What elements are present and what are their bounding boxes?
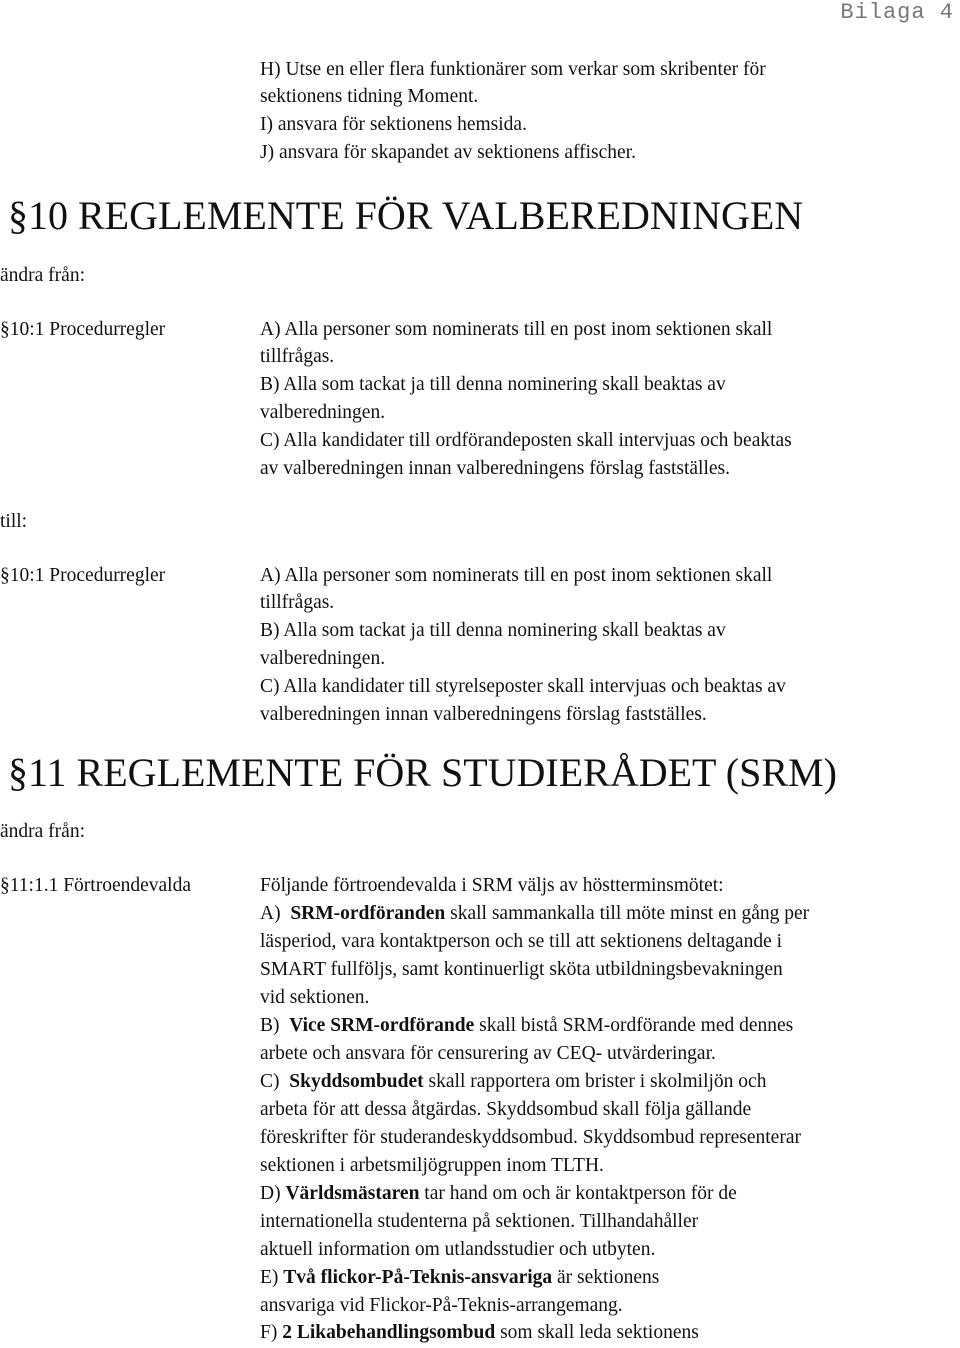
- item-a-line: SMART fullföljs, samt kontinuerligt sköta utbildningsbevakningen: [260, 959, 783, 980]
- to-line: valberedningen innan valberedningens förslag fastställes.: [260, 704, 707, 725]
- item-a-text: skall sammankalla till möte minst en gång per: [450, 903, 810, 924]
- section-11-intro: Följande förtroendevalda i SRM väljs av höstterminsmötet:: [260, 875, 724, 896]
- from-line: A) Alla personer som nominerats till en post inom sektionen skall: [260, 319, 773, 340]
- item-b-text: skall bistå SRM-ordförande med dennes: [479, 1015, 794, 1036]
- item-e-first-line: [260, 1264, 659, 1292]
- item-c-line: arbeta för att dessa åtgärdas. Skyddsombud skall följa gällande: [260, 1099, 752, 1120]
- item-f-text: som skall leda sektionens: [500, 1322, 699, 1343]
- item-c-line: föreskrifter för studerandeskyddsombud. Skyddsombud representerar: [260, 1127, 801, 1148]
- item-f-prefix: F): [260, 1322, 278, 1343]
- item-d-prefix: D): [260, 1183, 281, 1204]
- rule-10-1-from: §10:1 Procedurregler: [0, 319, 166, 340]
- item-b-first-line: [260, 1012, 793, 1040]
- item-a-first-line: [260, 900, 809, 928]
- item-e-prefix: E): [260, 1267, 279, 1288]
- item-d-role: Världsmästaren: [285, 1183, 420, 1204]
- from-line: valberedningen.: [260, 402, 386, 423]
- item-a-line: läsperiod, vara kontaktperson och se till att sektionens deltagande i: [260, 931, 783, 952]
- item-d-line: aktuell information om utlandsstudier och utbyten.: [260, 1239, 656, 1260]
- change-from-label: ändra från:: [0, 265, 85, 286]
- item-f-first-line: [260, 1319, 699, 1347]
- list-item-j: J) ansvara för skapandet av sektionens affischer.: [260, 142, 636, 163]
- item-c-first-line: [260, 1068, 766, 1096]
- section-10-heading: §10 REGLEMENTE FÖR VALBEREDNINGEN: [8, 193, 804, 238]
- item-c-line: sektionen i arbetsmiljögruppen inom TLTH.: [260, 1155, 604, 1176]
- item-d-text: tar hand om och är kontaktperson för de: [424, 1183, 737, 1204]
- list-item-h-line1: H) Utse en eller flera funktionärer som verkar som skribenter för: [260, 59, 766, 80]
- item-c-prefix: C): [260, 1071, 280, 1092]
- item-c-text: skall rapportera om brister i skolmiljön och: [428, 1071, 767, 1092]
- item-e-line: ansvariga vid Flickor-På-Teknis-arrangemang.: [260, 1295, 623, 1316]
- to-label: till:: [0, 511, 28, 532]
- item-b-role: Vice SRM-ordförande: [289, 1015, 475, 1036]
- to-line: valberedningen.: [260, 648, 386, 669]
- item-f-role: 2 Likabehandlingsombud: [282, 1322, 496, 1343]
- section-11-heading: §11 REGLEMENTE FÖR STUDIERÅDET (SRM): [8, 750, 837, 795]
- change-from-label-11: ändra från:: [0, 821, 85, 842]
- item-e-role: Två flickor-På-Teknis-ansvariga: [283, 1267, 553, 1288]
- item-a-prefix: A): [260, 903, 281, 924]
- to-line: B) Alla som tackat ja till denna nominering skall beaktas av: [260, 620, 726, 641]
- from-line: B) Alla som tackat ja till denna nominering skall beaktas av: [260, 374, 726, 395]
- item-b-line: arbete och ansvara för censurering av CEQ- utvärderingar.: [260, 1043, 716, 1064]
- item-d-first-line: [260, 1180, 737, 1208]
- item-c-role: Skyddsombudet: [289, 1071, 424, 1092]
- from-line: C) Alla kandidater till ordförandeposten skall intervjuas och beaktas: [260, 430, 792, 451]
- rule-10-1-to: §10:1 Procedurregler: [0, 565, 166, 586]
- list-item-i: I) ansvara för sektionens hemsida.: [260, 114, 527, 135]
- item-a-role: SRM-ordföranden: [290, 903, 446, 924]
- rule-11-1-1: §11:1.1 Förtroendevalda: [0, 875, 191, 896]
- from-line: tillfrågas.: [260, 346, 335, 367]
- to-line: C) Alla kandidater till styrelseposter skall intervjuas och beaktas av: [260, 676, 786, 697]
- from-line: av valberedningen innan valberedningens förslag fastställes.: [260, 458, 731, 479]
- item-d-line: internationella studenterna på sektionen. Tillhandahåller: [260, 1211, 699, 1232]
- item-a-line: vid sektionen.: [260, 987, 370, 1008]
- list-item-h-line2: sektionens tidning Moment.: [260, 86, 479, 107]
- item-b-prefix: B): [260, 1015, 280, 1036]
- item-e-text: är sektionens: [557, 1267, 660, 1288]
- to-line: A) Alla personer som nominerats till en post inom sektionen skall: [260, 565, 773, 586]
- appendix-label: Bilaga 4: [840, 0, 954, 25]
- to-line: tillfrågas.: [260, 592, 335, 613]
